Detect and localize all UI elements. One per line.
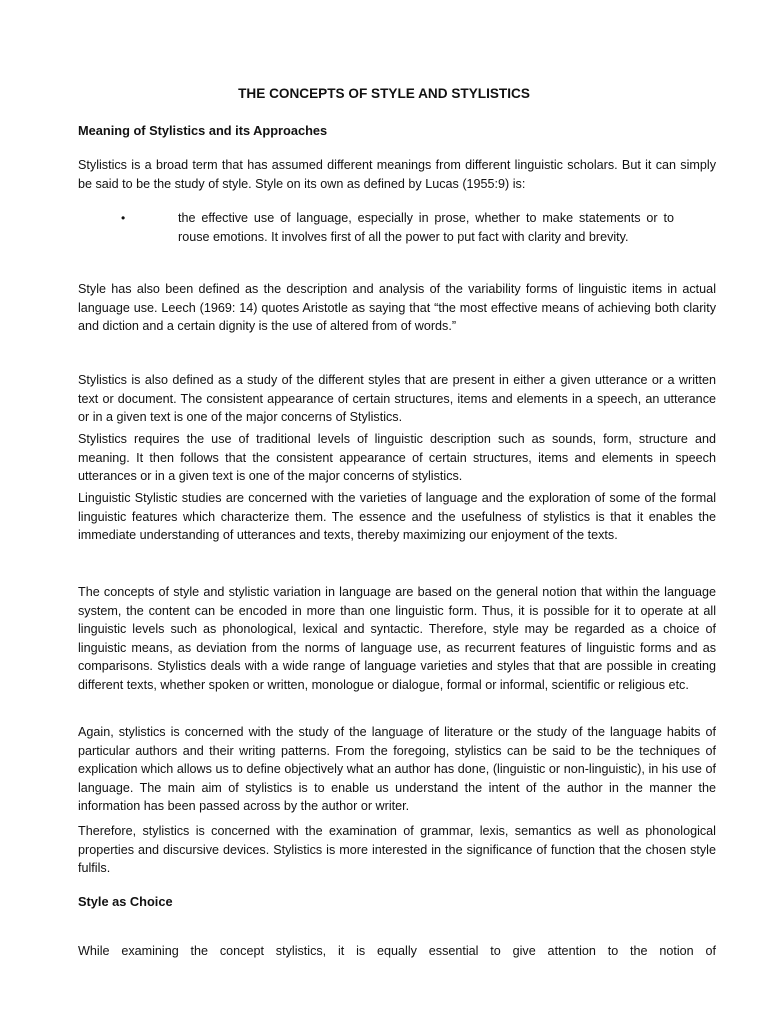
document-title: THE CONCEPTS OF STYLE AND STYLISTICS	[238, 86, 530, 101]
paragraph-4: Stylistics requires the use of traditional levels of linguistic description such as sounds, form, structure and meaning. It then follows that the consistent appearance of certain structures, items and elements in speech utterances or in a given text is one of the major concerns of stylistics.	[78, 432, 716, 484]
paragraph-8: Therefore, stylistics is concerned with the examination of grammar, lexis, semantics as well as phonological properties and discursive devices. Stylistics is more interested in the significance of function that the chosen style fulfils.	[78, 824, 716, 876]
paragraph-6: The concepts of style and stylistic variation in language are based on the general notion that within the language system, the content can be encoded in more than one linguistic form. Thus, it is possible for it to operate at all linguistic levels such as phonological, lexical and syntactic. Therefore, style may be regarded as a choice of linguistic means, as deviation from the norms of language use, as recurrent features of linguistic forms and as comparisons. Stylistics deals with a wide range of language varieties and styles that that are possible in creating different texts, whether spoken or written, monologue or dialogue, formal or informal, scientific or religious etc.	[78, 585, 716, 692]
paragraph-3: Stylistics is also defined as a study of the different styles that are present in either a given utterance or a written text or document. The consistent appearance of certain structures, items and elements in a speech, an utterance or in a given text is one of the major concerns of Stylistics.	[78, 373, 716, 425]
bullet-text: the effective use of language, especially in prose, whether to make statements or to rouse emotions. It involves first of all the power to put fact with clarity and brevity.	[178, 211, 674, 244]
paragraph-5: Linguistic Stylistic studies are concerned with the varieties of language and the exploration of some of the formal linguistic features which characterize them. The essence and the usefulness of stylistics is that it enables the immediate understanding of utterances and texts, thereby maximizing our enjoyment of the texts.	[78, 491, 716, 543]
bullet-symbol: •	[121, 211, 126, 225]
paragraph-7: Again, stylistics is concerned with the study of the language of literature or the study of the language habits of particular authors and their writing patterns. From the foregoing, stylistics can be said to be the techniques of explication which allows us to define objectively what an author has done, (linguistic or non-linguistic), in his use of language. The main aim of stylistics is to enable us understand the intent of the author in the manner the information has been passed across by the author or writer.	[78, 725, 716, 814]
paragraph-2: Style has also been defined as the description and analysis of the variability forms of linguistic items in actual language use. Leech (1969: 14) quotes Aristotle as saying that “the most effective means of achieving both clarity and diction and a certain dignity is the use of altered from of words.”	[78, 282, 716, 334]
section-heading-meaning: Meaning of Stylistics and its Approaches	[78, 123, 328, 138]
paragraph-1: Stylistics is a broad term that has assumed different meanings from different linguistic scholars. But it can simply be said to be the study of style. Style on its own as defined by Lucas (1955:9) is:	[78, 158, 716, 191]
paragraph-9: While examining the concept stylistics, it is equally essential to give attention to the notion of	[78, 943, 716, 958]
section-heading-style-as-choice: Style as Choice	[78, 894, 173, 909]
